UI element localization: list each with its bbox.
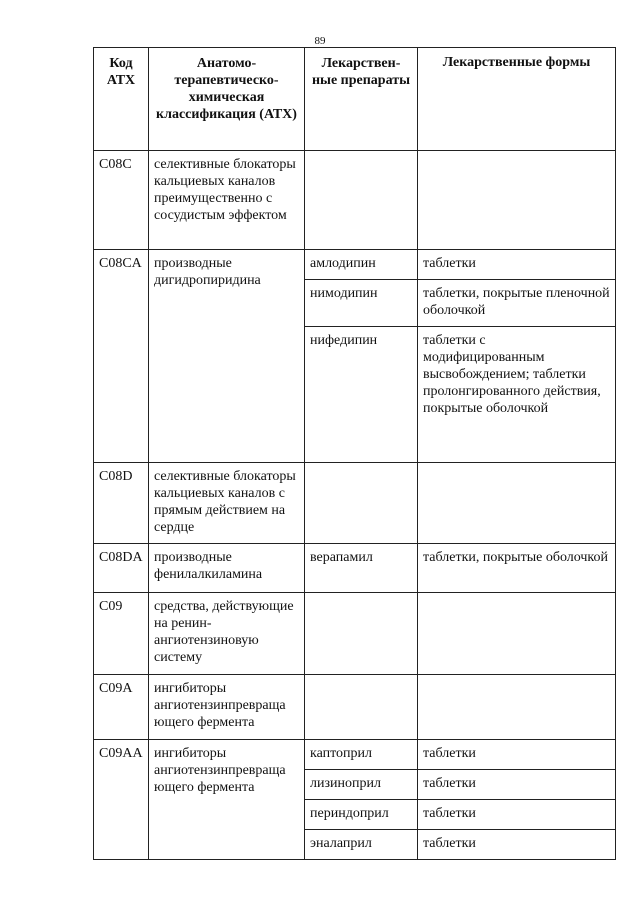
drug-form: таблетки xyxy=(418,770,616,800)
header-forms: Лекарственные формы xyxy=(418,48,616,151)
atx-name: производные фенилалкиламина xyxy=(149,544,305,593)
table-row xyxy=(94,250,616,280)
table-row xyxy=(94,740,616,770)
header-drugs: Лекарствен-ные препараты xyxy=(305,48,418,151)
drug-name: лизиноприл xyxy=(305,770,418,800)
atx-table xyxy=(93,47,616,860)
drug-form: таблетки, покрытые оболочкой xyxy=(418,544,616,593)
drug-name: нимодипин xyxy=(305,280,418,327)
form-cell-empty xyxy=(418,675,616,740)
form-cell-empty xyxy=(418,593,616,675)
drug-name: каптоприл xyxy=(305,740,418,770)
form-cell-empty xyxy=(418,151,616,250)
atx-name: селективные блокаторы кальциевых каналов преимущественно с сосудистым эффектом xyxy=(149,151,305,250)
table-row xyxy=(94,544,616,593)
drug-form: таблетки с модифицированным высвобождением; таблетки пролонгированного действия, покрытые оболочкой xyxy=(418,327,616,463)
atx-code: C08DA xyxy=(94,544,149,593)
atx-name: ингибиторы ангиотензинпревраща ющего фермента xyxy=(149,740,305,860)
table-row xyxy=(94,463,616,544)
atx-code: C09A xyxy=(94,675,149,740)
drug-name: амлодипин xyxy=(305,250,418,280)
drug-cell-empty xyxy=(305,593,418,675)
atx-code: C08CA xyxy=(94,250,149,463)
header-code: Код АТХ xyxy=(94,48,149,151)
atx-name: производные дигидропиридина xyxy=(149,250,305,463)
table-row xyxy=(94,593,616,675)
drug-name: нифедипин xyxy=(305,327,418,463)
atx-code: C08D xyxy=(94,463,149,544)
drug-form: таблетки xyxy=(418,830,616,860)
form-cell-empty xyxy=(418,463,616,544)
atx-code: C09AA xyxy=(94,740,149,860)
page-number: 89 xyxy=(314,35,326,47)
header-classification: Анатомо-терапевтическо-химическая классификация (АТХ) xyxy=(149,48,305,151)
drug-form: таблетки xyxy=(418,250,616,280)
atx-name: ингибиторы ангиотензинпревраща ющего фермента xyxy=(149,675,305,740)
atx-name: селективные блокаторы кальциевых каналов с прямым действием на сердце xyxy=(149,463,305,544)
drug-form: таблетки xyxy=(418,740,616,770)
drug-name: верапамил xyxy=(305,544,418,593)
atx-name: средства, действующие на ренин-ангиотензиновую систему xyxy=(149,593,305,675)
atx-code: C08C xyxy=(94,151,149,250)
drug-name: периндоприл xyxy=(305,800,418,830)
drug-cell-empty xyxy=(305,675,418,740)
atx-code: C09 xyxy=(94,593,149,675)
table-row xyxy=(94,151,616,250)
drug-form: таблетки, покрытые пленочной оболочкой xyxy=(418,280,616,327)
drug-cell-empty xyxy=(305,151,418,250)
table-header-row xyxy=(94,48,616,151)
drug-name: эналаприл xyxy=(305,830,418,860)
drug-cell-empty xyxy=(305,463,418,544)
table-row xyxy=(94,675,616,740)
drug-form: таблетки xyxy=(418,800,616,830)
